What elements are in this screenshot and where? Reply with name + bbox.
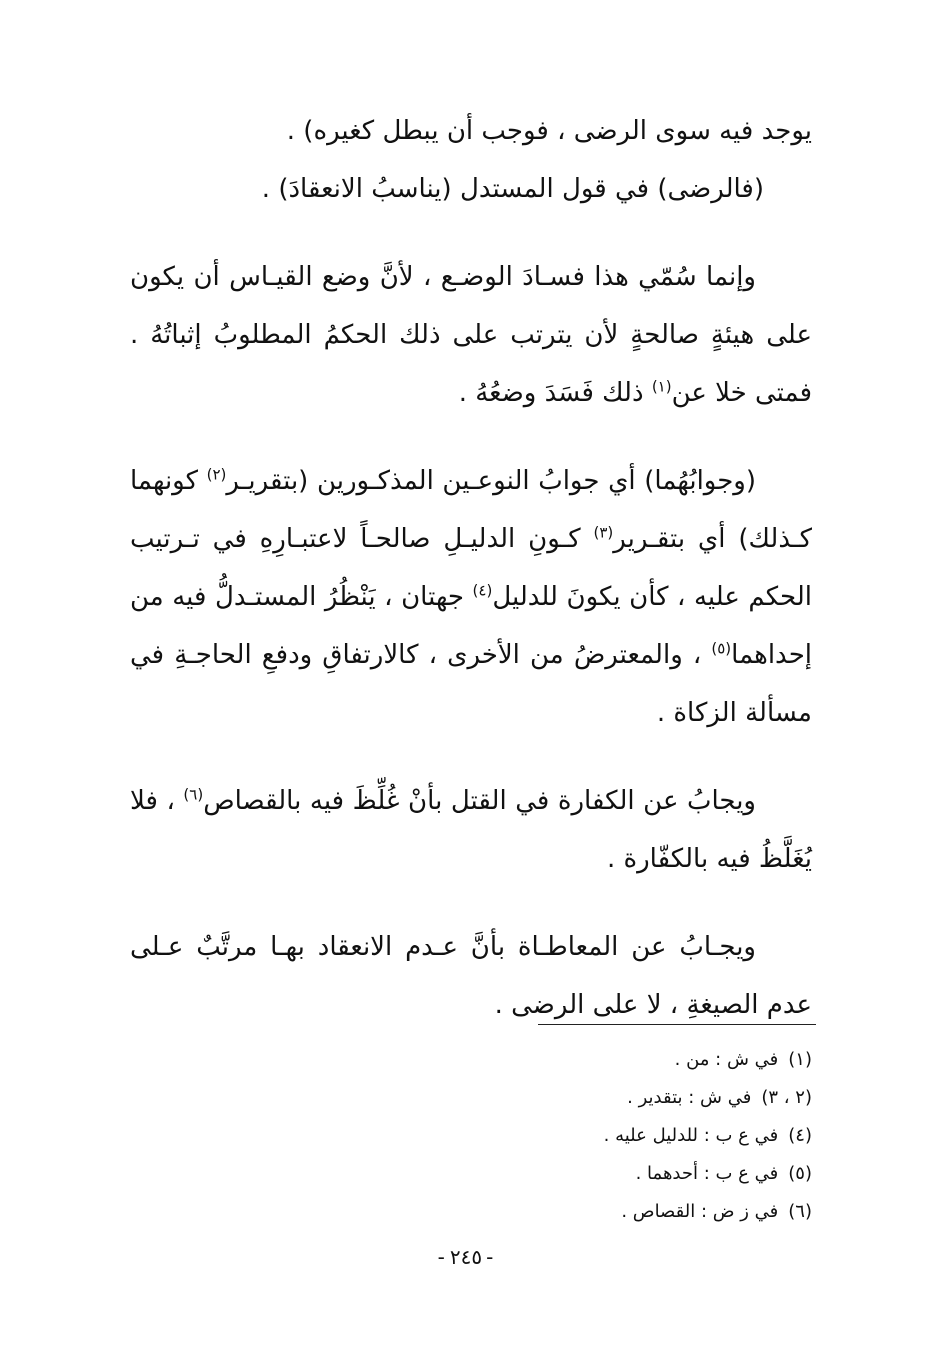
footnote-4 [400, 1117, 812, 1155]
page-number-value: ٢٤٥ [449, 1245, 483, 1269]
paragraph-2 [130, 248, 812, 422]
footnote-ref-1: (١) [651, 377, 672, 396]
footnote-number: (٥) [788, 1163, 812, 1184]
paragraph-4 [130, 772, 812, 888]
footnotes [400, 1041, 812, 1231]
footnote-text: في ع ب : أحدهما . [635, 1163, 779, 1184]
footnote-number: (٦) [788, 1201, 812, 1222]
paragraph-4-part-1: ويجابُ عن الكفارة في القتل بأنْ غُلِّظَ فيه بالقصاص [203, 786, 756, 816]
paragraph-3-part-5: ، والمعترضُ من الأخرى ، كالارتفاقِ ودفعِ الحاجـةِ في مسألة الزكاة . [130, 640, 812, 728]
paragraph-3-part-2: كونهما كـذلك) أي بتقـرير [130, 466, 812, 554]
footnote-number: (١) [788, 1049, 812, 1070]
footnote-number: (٤) [788, 1125, 812, 1146]
footnote-1 [400, 1041, 812, 1079]
footnote-6 [400, 1193, 812, 1231]
footnote-5 [400, 1155, 812, 1193]
footnote-number: (٢ ، ٣) [761, 1087, 812, 1108]
paragraph-4-part-2: ، فلا يُغَلَّظُ فيه بالكفّارة . [130, 786, 812, 874]
footnote-text: في ش : من . [674, 1049, 779, 1070]
page-number: -٢٤٥- [437, 1245, 495, 1269]
paragraph-1-line-2: (فالرضى) في قول المستدل (يناسبُ الانعقادَ) . [261, 174, 764, 204]
paragraph-2-tail: ذلك فَسَدَ وضعُهُ . [458, 378, 652, 408]
paragraph-3 [130, 452, 812, 742]
footnote-text: في ش : بتقدير . [627, 1087, 752, 1108]
main-text [130, 102, 812, 1034]
footnote-divider [538, 1024, 816, 1025]
footnote-2-3 [400, 1079, 812, 1117]
paragraph-3-part-1: (وجوابُهُما) أي جوابُ النوعـين المذكـورين (بتقريـر [226, 466, 757, 496]
footnote-text: في ز ض : القصاص . [621, 1201, 779, 1222]
paragraph-5: ويجـابُ عن المعاطـاة بأنَّ عـدم الانعقاد بهـا مرتَّبٌ عـلى عدم الصيغةِ ، لا على الرضى . [130, 932, 812, 1020]
footnote-ref-3: (٣) [593, 523, 614, 542]
footnote-ref-4: (٤) [472, 581, 493, 600]
paragraph-3-part-4: جهتان ، يَنْظُرُ المستـدلُّ فيه من إحداهما [130, 582, 812, 670]
paragraph-1-line-1: يوجد فيه سوى الرضى ، فوجب أن يبطل كغيره) . [286, 116, 812, 146]
paragraph-3-part-3: كـونِ الدليـلِ صالحـاً لاعتبـارِهِ في تـرتيب الحكم عليه ، كأن يكونَ للدليل [130, 524, 812, 612]
footnote-text: في ع ب : للدليل عليه . [603, 1125, 779, 1146]
footnote-ref-6: (٦) [183, 785, 204, 804]
footnote-ref-2: (٢) [206, 465, 227, 484]
paragraph-2-text: وإنما سُمّي هذا فسـادَ الوضـع ، لأنَّ وضع القيـاس أن يكون على هيئةٍ صالحةٍ لأن يترتب على ذلك الحكمُ المطلوبُ إثباتُهُ . فمتى خلا عن [130, 262, 812, 408]
footnote-ref-5: (٥) [711, 639, 732, 658]
